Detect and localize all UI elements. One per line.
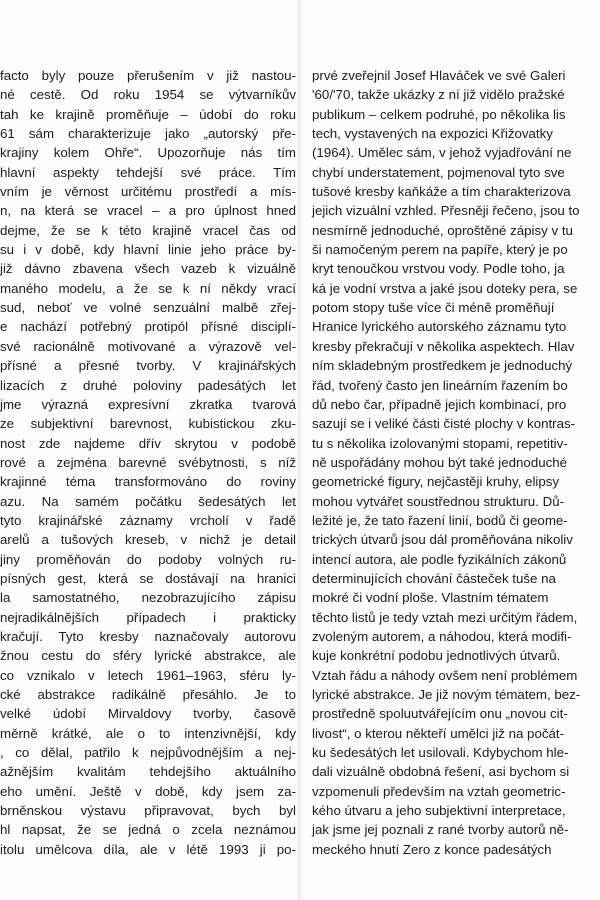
right-text-line: trických útvarů jsou dál proměňována nikoliv xyxy=(312,532,573,548)
left-text-line: tyto krajinářské záznamy vrcholí v řadě xyxy=(0,512,296,528)
right-text-line: těchto listů je tedy vztah mezi určitým řádem, xyxy=(312,609,578,625)
right-text-line: ši namočeným perem na papíře, který je po xyxy=(312,242,568,258)
left-text-line: ažnějším kvalitám tehdejšího aktuálního xyxy=(0,764,296,780)
right-text-line: (1964). Umělec sám, v jehož vyjadřování ne xyxy=(312,145,572,161)
right-text-line: mokré či vodní ploše. Vlastním tématem xyxy=(312,590,549,606)
left-text-line: písných gest, která se dostávají na hranici xyxy=(0,570,296,586)
left-text-line: la samostatného, nezobrazujícího zápisu xyxy=(0,590,296,606)
left-text-line: itolu umělcova díla, ale v létě 1993 ji po- xyxy=(0,841,296,857)
right-text-line: ně uspořádány mohou být také jednoduché xyxy=(312,454,568,470)
left-text-line: facto byly pouze přerušením v již nastou- xyxy=(0,68,296,83)
left-text-line: eho umění. Ještě v době, kdy jsem za- xyxy=(0,783,296,799)
left-text-line: né cestě. Od roku 1954 se výtvarníkův xyxy=(0,87,296,103)
right-text-line: vzpomenuli především na vztah geometric- xyxy=(312,783,566,799)
right-text-line: dů nebo čar, případně jejich kombinací, pro xyxy=(312,396,567,412)
left-text-line: dejme, že se k této krajině vracel čas od xyxy=(0,222,296,238)
right-text-line: Hranice lyrického autorského záznamu tyto xyxy=(312,319,567,335)
right-text-line: meckého hnutí Zero z konce padesátých xyxy=(312,841,552,857)
left-text-line: nost zde najdeme dřív skrytou v podobě xyxy=(0,435,296,451)
left-text-line: měrně krátké, ale o to intenzivnější, kdy xyxy=(0,725,296,741)
right-text-line: tech, vystavených na expozici Křižovatky xyxy=(312,126,553,142)
right-text-line: livost“, o kterou někteří umělci již na počát- xyxy=(312,725,565,741)
left-text-line: jme výrazná expresívní zkratka tvarová xyxy=(0,396,296,412)
right-text-line: prostředně spoluutvářejícím onu „novou cit- xyxy=(312,706,568,722)
right-text-line: jejich vizuální vzhled. Přesněji řečeno, jsou to xyxy=(312,203,580,219)
left-text-line: vním je věrnost určitému prostředí a mís- xyxy=(0,184,296,200)
left-text-line: e nachází potřebný protipól přísné disciplí- xyxy=(0,319,296,335)
left-text-line: kračují. Tyto kresby naznačovaly autorovu xyxy=(0,628,296,644)
left-text-line: 61 sám charakterizuje jako „autorský pře- xyxy=(0,126,296,142)
right-text-line: jak jsme jej poznali z rané tvorby autorů ně- xyxy=(312,822,569,838)
right-text-line: kryt tenoučkou vrstvou vody. Podle toho, ja xyxy=(312,261,565,277)
left-text-line: maného modelu, a že se k ní někdy vrací xyxy=(0,280,296,296)
right-text-line: publikum – celkem podruhé, po několika lis xyxy=(312,106,566,122)
right-text-line: lyrické abstrakce. Je již novým tématem, bez- xyxy=(312,687,581,702)
left-text-line: co vznikalo v letech 1961–1963, sféru ly- xyxy=(0,667,296,683)
left-text-line: n, na která se vracel – a pro úplnost hned xyxy=(0,203,296,219)
left-text-line: krajiny kolem Ohře“. Upozorňuje nás tím xyxy=(0,145,296,161)
right-text-line: ku šedesátých let usilovali. Kdybychom hle- xyxy=(312,745,569,761)
right-text-line: dali vizuálně obdobná řešení, asi bychom si xyxy=(312,764,570,780)
left-text-line: rové a zejména barevné svébytnosti, s níž xyxy=(0,454,296,470)
left-text-line: krajinné téma transformováno do roviny xyxy=(0,474,296,490)
right-text-line: potom stopy tuše více či méně proměňují xyxy=(312,300,555,316)
left-text-column xyxy=(0,66,296,859)
left-text-line: cké abstrakce radikálně přesáhlo. Je to xyxy=(0,687,296,702)
right-text-line: mohou vytvářet soustřednou strukturu. Dů- xyxy=(312,493,565,509)
right-text-line: kého útvaru a jeho subjektivní interpretace, xyxy=(312,803,566,819)
right-text-line: kuje konkrétní podobu jednotlivých útvarů. xyxy=(312,648,561,664)
right-text-line: kresby překračují v několika aspektech. Hlav xyxy=(312,338,575,354)
left-text-line: , co dělal, patřilo k nejpůvodnějším a nej- xyxy=(0,745,296,761)
left-text-line: brněnskou výstavu připravovat, bych byl xyxy=(0,803,296,819)
left-text-line: hl napsat, že se jedná o zcela neznámou xyxy=(0,822,296,838)
right-text-line: '60/'70, takže ukázky z ní již vidělo pražské xyxy=(312,87,565,103)
right-text-line: geometrické figury, nejčastěji kruhy, elipsy xyxy=(312,474,560,490)
left-text-line: nejradikálnějších případech i prakticky xyxy=(0,609,296,625)
left-text-line: tah ke krajině proměňuje – údobí do roku xyxy=(0,106,296,122)
right-text-line: prvé zveřejnil Josef Hlaváček ve své Galeri xyxy=(312,68,566,83)
right-text-line: nesmírně jednoduché, oproštěné zápisy v tu xyxy=(312,222,573,238)
right-text-line: chybí understatement, pojmenoval tyto sve xyxy=(312,164,565,180)
right-text-line: tu s několika izolovanými stopami, repetitiv- xyxy=(312,435,568,451)
left-text-line: žnou cestu do sféry lyrické abstrakce, ale xyxy=(0,648,296,664)
left-text-line: azu. Na samém počátku šedesátých let xyxy=(0,493,296,509)
left-text-line: lizacích z druhé poloviny padesátých let xyxy=(0,377,296,393)
right-text-line: tušové kresby kaňkáže a tím charakterizova xyxy=(312,184,571,200)
right-text-column xyxy=(312,66,600,859)
left-text-line: ze subjektivní barevnost, kubistickou zku- xyxy=(0,416,296,432)
left-text-line: su i v době, kdy hlavní linie jeho práce by- xyxy=(0,242,296,258)
left-text-line: hlavní aspekty tehdejší své práce. Tím xyxy=(0,164,296,180)
left-text-line: své racionálně motivované a výrazově vel- xyxy=(0,338,296,354)
right-text-line: ležité je, že tato řazení linií, bodů či geome- xyxy=(312,512,568,528)
right-text-line: ním skladebným prostředkem je jednoduchý xyxy=(312,358,573,374)
right-text-line: determinujících chování částeček tuše na xyxy=(312,570,556,586)
right-text-line: řád, tvořený často jen lineárním řazením bo xyxy=(312,377,568,393)
left-text-line: již dávno zbavena všech vazeb k vizuálně xyxy=(0,261,296,277)
right-text-line: Vztah řádu a náhody ovšem není problémem xyxy=(312,667,578,683)
right-text-line: zvoleným autorem, a náhodou, která modifi- xyxy=(312,628,572,644)
left-text-line: sud, neboť ve volné senzuální malbě zřej- xyxy=(0,300,296,316)
left-text-line: přísné a přesné tvorby. V krajinářských xyxy=(0,358,296,374)
left-text-line: velké údobí Mirvaldovy tvorby, časově xyxy=(0,706,296,722)
left-text-line: arelů a tušových kreseb, v nichž je detail xyxy=(0,532,296,548)
right-text-line: intencí autora, ale podle fyzikálních zákonů xyxy=(312,551,567,567)
page-gutter xyxy=(298,0,302,900)
left-text-line: jiny proměňován do podoby volných ru- xyxy=(0,551,296,567)
right-text-line: sazují se i veliké části čisté plochy v kontras- xyxy=(312,416,576,432)
right-text-line: ká je vodní vrstva a jaké jsou doteky pera, se xyxy=(312,280,578,296)
